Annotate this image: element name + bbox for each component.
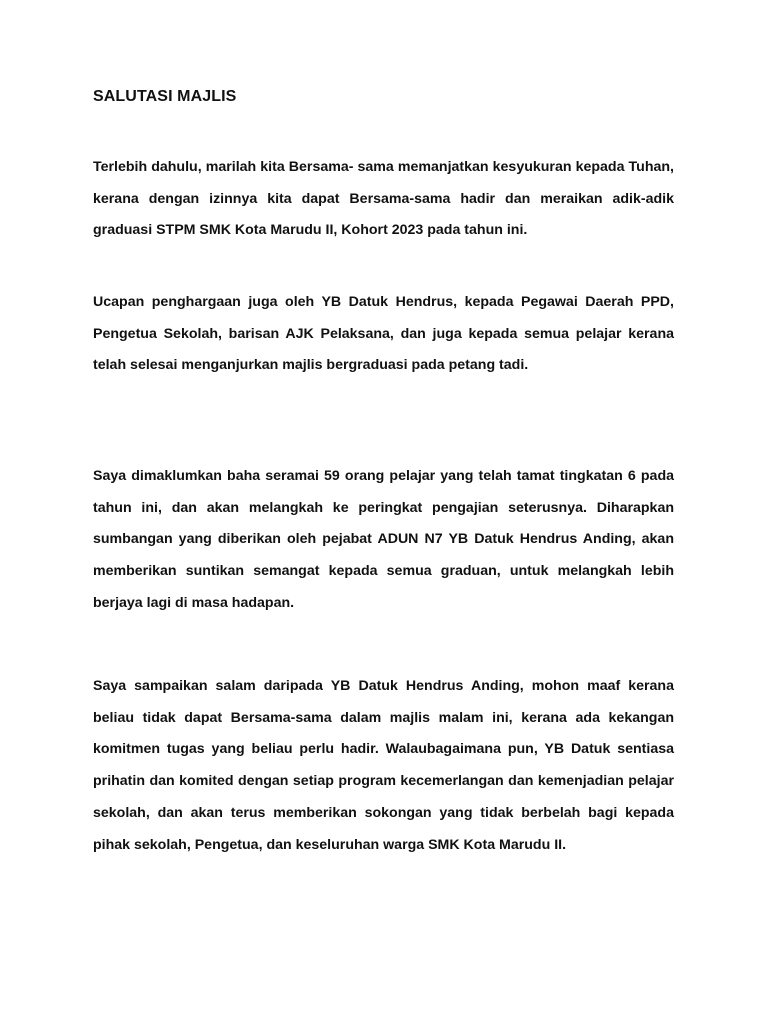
paragraph-opening-thanks: Terlebih dahulu, marilah kita Bersama- sama memanjatkan kesyukuran kepada Tuhan, kerana dengan izinnya kita dapat Bersama-sama hadir dan meraikan adik-adik graduasi STPM SMK Kota Marudu II, Kohort 2023 pada tahun ini. [93, 159, 674, 239]
paragraph-appreciation: Ucapan penghargaan juga oleh YB Datuk Hendrus, kepada Pegawai Daerah PPD, Pengetua Sekolah, barisan AJK Pelaksana, dan juga kepada semua pelajar kerana telah selesai menganjurkan majlis bergraduasi pada petang tadi. [93, 294, 674, 374]
document-heading: SALUTASI MAJLIS [93, 88, 237, 105]
paragraph-greetings: Saya sampaikan salam daripada YB Datuk Hendrus Anding, mohon maaf kerana beliau tidak dapat Bersama-sama dalam majlis malam ini, kerana ada kekangan komitmen tugas yang beliau perlu hadir. Walaubagaimana pun, YB Datuk sentiasa prihatin dan komited dengan setiap program kecemerlangan dan kemenjadian pelajar sekolah, dan akan terus memberikan sokongan yang tidak berbelah bagi kepada pihak sekolah, Pengetua, dan keseluruhan warga SMK Kota Marudu II. [93, 678, 674, 853]
paragraph-graduates-info: Saya dimaklumkan baha seramai 59 orang pelajar yang telah tamat tingkatan 6 pada tahun ini, dan akan melangkah ke peringkat pengajian seterusnya. Diharapkan sumbangan yang diberikan oleh pejabat ADUN N7 YB Datuk Hendrus Anding, akan memberikan suntikan semangat kepada semua graduan, untuk melangkah lebih berjaya lagi di masa hadapan. [93, 468, 674, 611]
